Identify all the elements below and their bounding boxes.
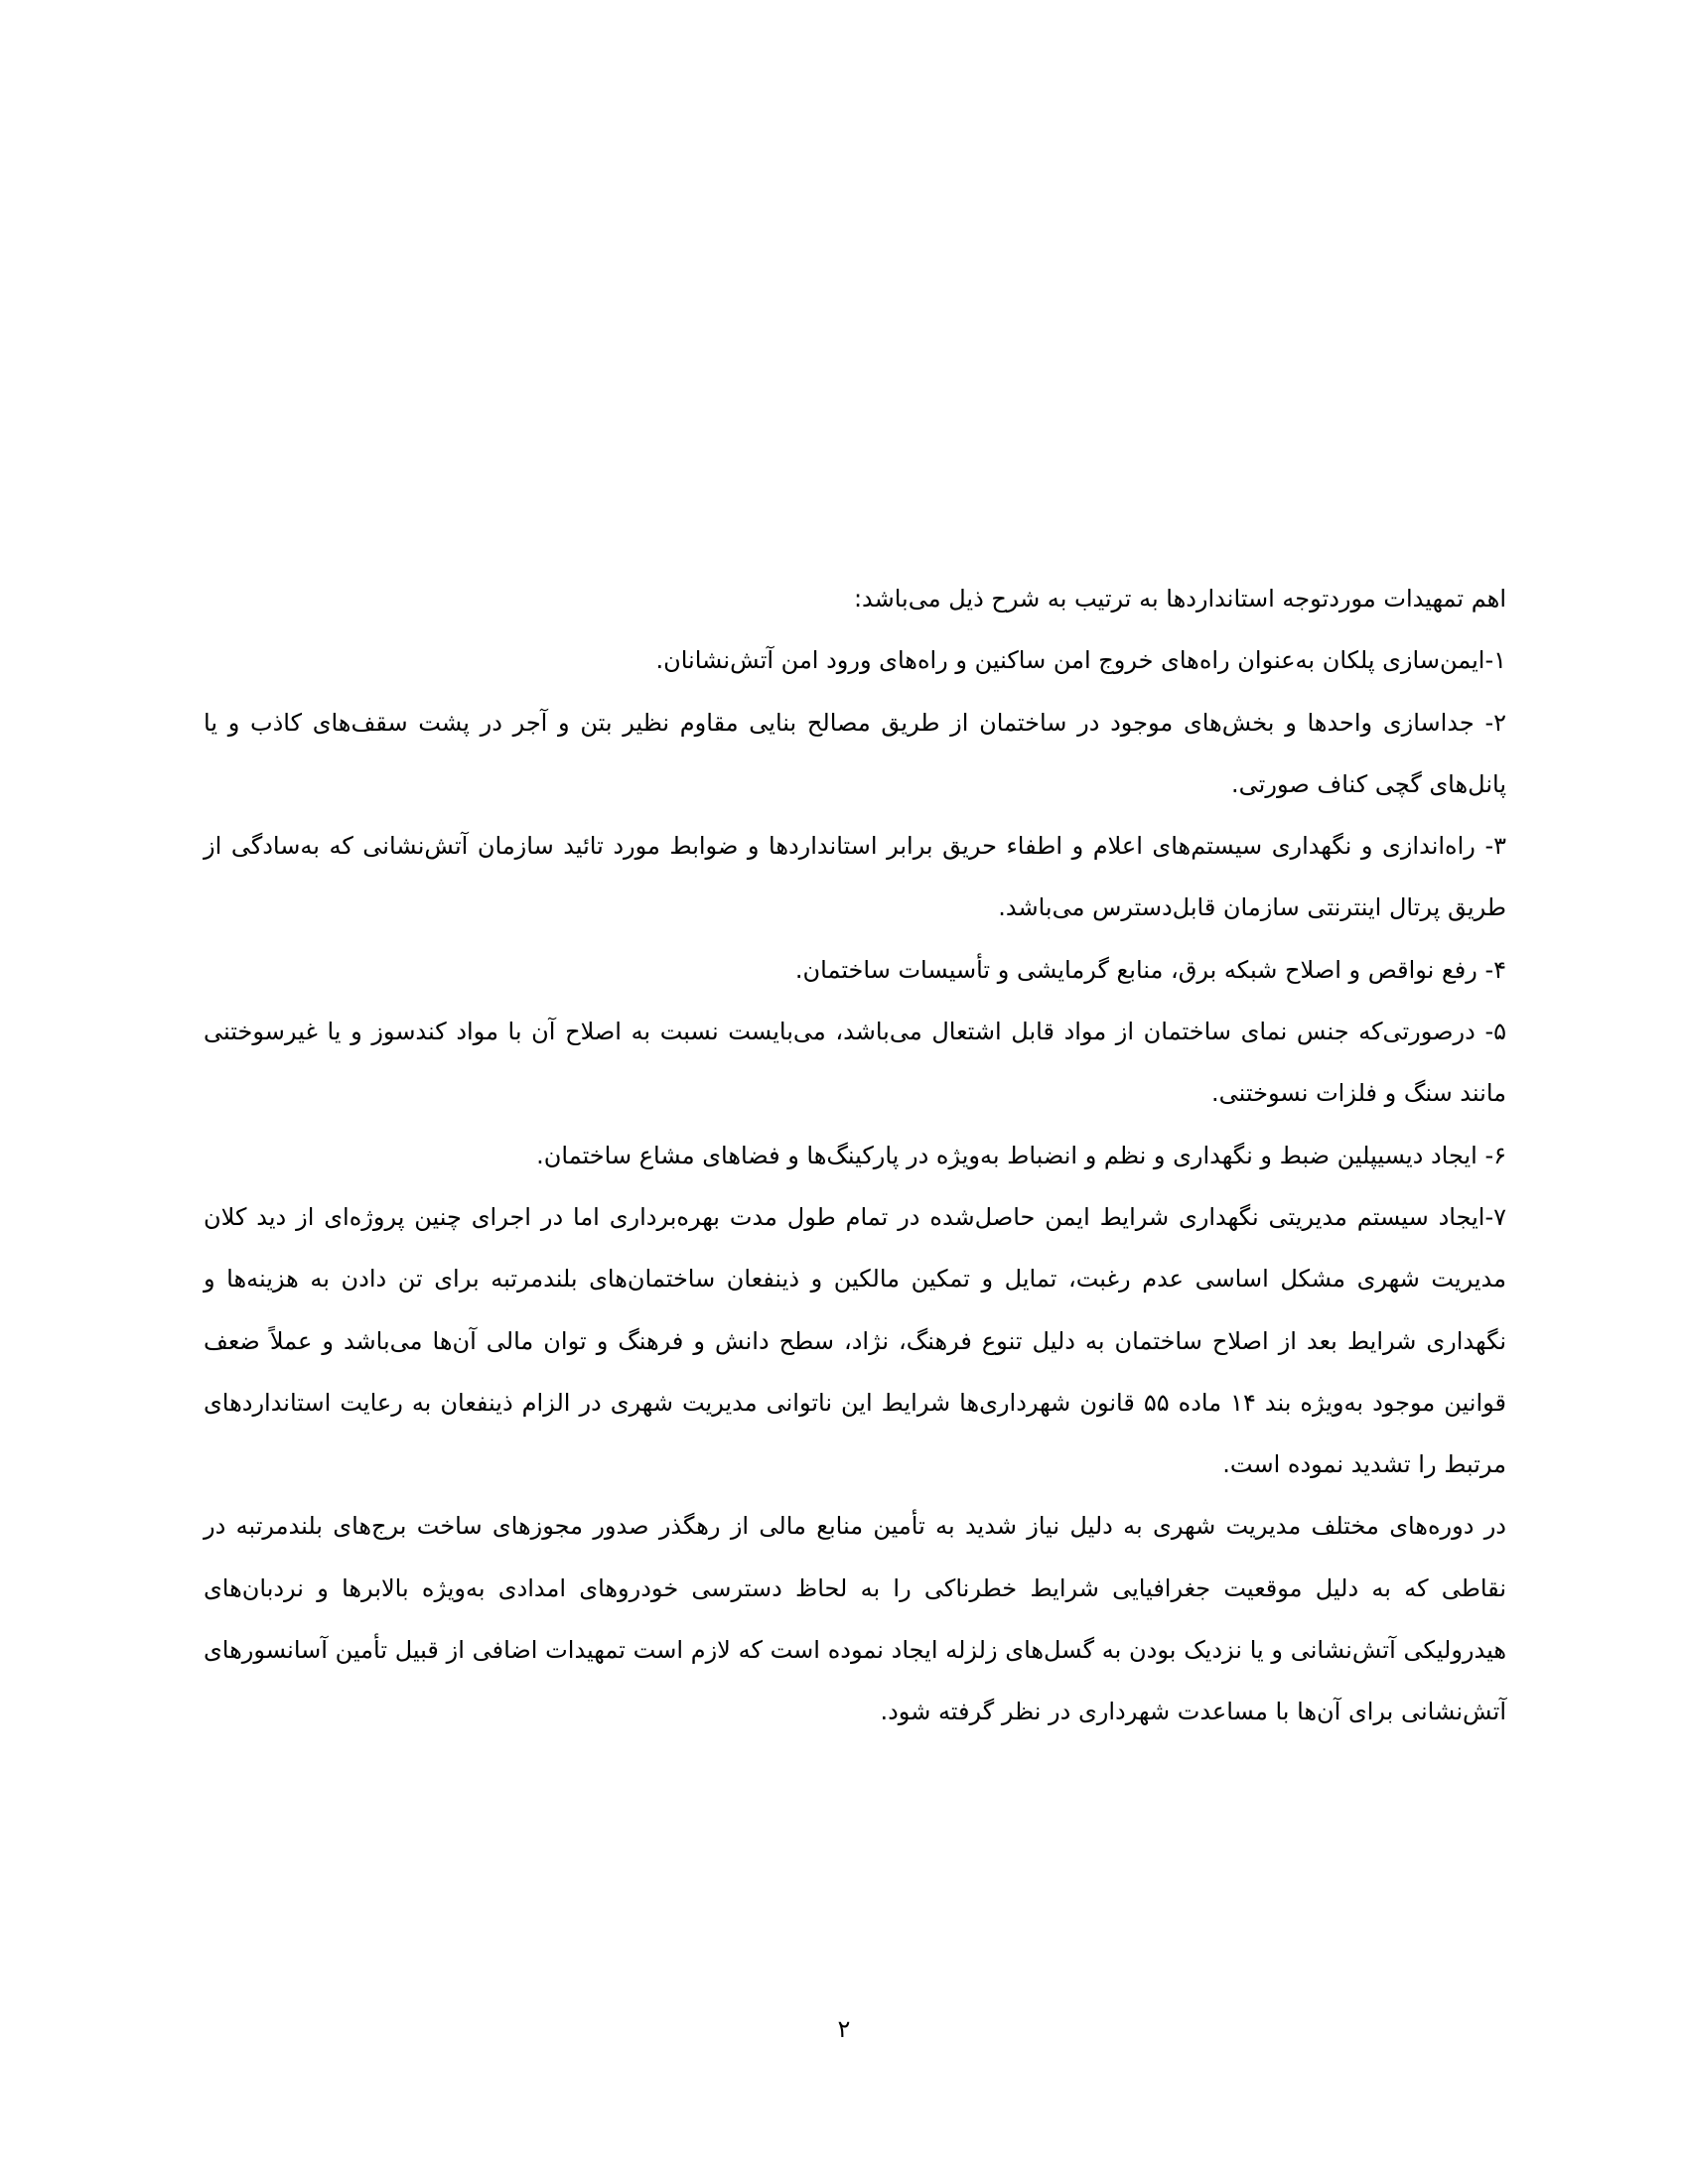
list-item: ۱-ایمن‌سازی پلکان به‌عنوان راه‌های خروج امن ساکنین و راه‌های ورود امن آتش‌نشانان. [655,646,1506,675]
list-item: ۷-ایجاد سیستم مدیریتی نگهداری شرایط ایمن حاصل‌شده در تمام طول مدت بهره‌برداری اما در اجرای چنین پروژه‌ای از دید کلان مدیریت شهری مشکل اساسی عدم رغبت، تمایل و تمکین مالکین و ذینفعان ساختمان‌های بلندمرتبه برای تن دادن به هزینه‌ها و نگهداری شرایط بعد از اصلاح ساختمان به دلیل تنوع فرهنگ، نژاد، سطح دانش و فرهنگ و توان مالی آن‌ها می‌باشد و عملاً ضعف قوانین موجود به‌ویژه بند ۱۴ ماده ۵۵ قانون شهرداری‌ها شرایط این ناتوانی مدیریت شهری در الزام ذینفعان به رعایت استانداردهای مرتبط را تشدید نموده است. [204,1202,1507,1479]
list-item: ۵- درصورتی‌که جنس نمای ساختمان از مواد قابل اشتعال می‌باشد، می‌بایست نسبت به اصلاح آن با مواد کندسوز و یا غیرسوختنی مانند سنگ و فلزات نسوختنی. [204,1018,1506,1108]
list-item: ۶- ایجاد دیسیپلین ضبط و نگهداری و نظم و انضباط به‌ویژه در پارکینگ‌ها و فضاهای مشاع ساختمان. [536,1141,1506,1169]
document-body [204,568,1506,1743]
list-item: ۲- جداسازی واحدها و بخش‌های موجود در ساختمان از طریق مصالح بنایی مقاوم نظیر بتن و آجر در پشت سقف‌های کاذب و یا پانل‌های گچی کناف صورتی. [204,708,1506,798]
closing-paragraph: در دوره‌های مختلف مدیریت شهری به دلیل نیاز شدید به تأمین منابع مالی از رهگذر صدور مجوزهای ساخت برج‌های بلندمرتبه در نقاطی که به دلیل موقعیت جغرافیایی شرایط خطرناکی را به لحاظ دسترسی خودروهای امدادی به‌ویژه بالابرها و نردبان‌های هیدرولیکی آتش‌نشانی و یا نزدیک بودن به گسل‌های زلزله ایجاد نموده است که لازم است تمهیدات اضافی از قبیل تأمین آسانسورهای آتش‌نشانی برای آن‌ها با مساعدت شهرداری در نظر گرفته شود. [204,1512,1506,1726]
list-item: ۳- راه‌اندازی و نگهداری سیستم‌های اعلام و اطفاء حریق برابر استانداردها و ضوابط مورد تائید سازمان آتش‌نشانی که به‌سادگی از طریق پرتال اینترنتی سازمان قابل‌دسترس می‌باشد. [204,832,1506,922]
page-number: ۲ [837,2015,851,2043]
intro-paragraph: اهم تمهیدات موردتوجه استانداردها به ترتیب به شرح ذیل می‌باشد: [853,585,1506,613]
list-item: ۴- رفع نواقص و اصلاح شبکه برق، منابع گرمایشی و تأسیسات ساختمان. [794,955,1506,984]
